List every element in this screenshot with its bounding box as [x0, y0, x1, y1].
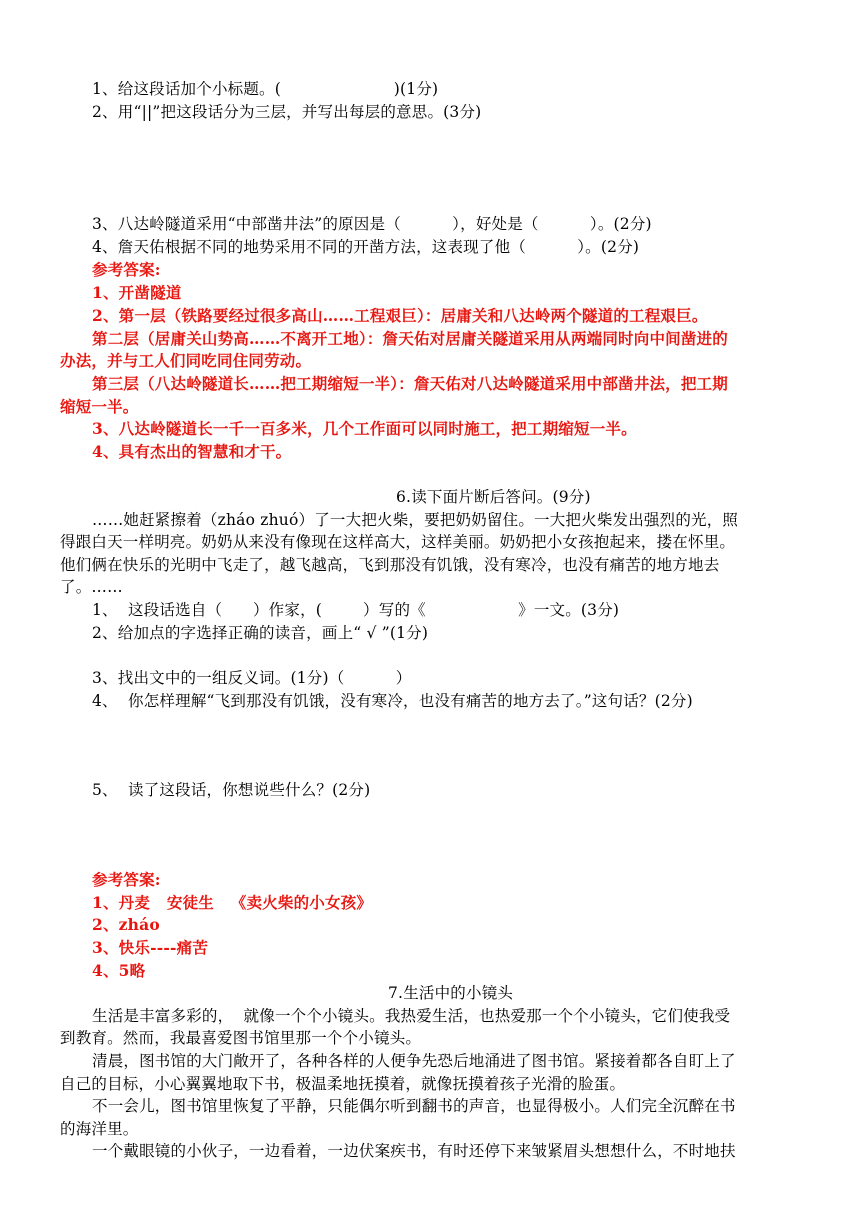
s7-para1-line2: 到教育。然而，我最喜爱图书馆里那一个个小镜头。 — [60, 1029, 422, 1047]
s5-answer-2b-line1: 第二层（居庸关山势高……不离开工地）：詹天佑对居庸关隧道采用从两端同时向中间凿进的 — [92, 329, 728, 348]
s7-para2-line2: 自己的目标，小心翼翼地取下书，极温柔地抚摸着，就像抚摸着孩子光滑的脸蛋。 — [60, 1075, 626, 1093]
s6-answer-heading: 参考答案: — [92, 870, 161, 889]
s7-title: 7.生活中的小镜头 — [388, 984, 514, 1002]
s6-question-1: 1、 这段话选自（ ）作家，( ）写的《 》一文。(3分) — [92, 601, 620, 619]
s5-question-1: 1、给这段话加个小标题。( )(1分) — [92, 80, 439, 98]
s7-para3-line1: 不一会儿，图书馆里恢复了平静，只能偶尔听到翻书的声音，也显得极小。人们完全沉醉在书 — [92, 1097, 736, 1115]
s5-answer-2: 2、第一层（铁路要经过很多高山……工程艰巨）：居庸关和八达岭两个隧道的工程艰巨。 — [92, 306, 708, 325]
s6-answer-2: 2、zháo — [92, 915, 160, 934]
s6-title: 6.读下面片断后答问。(9分) — [396, 488, 591, 506]
s7-para2-line1: 清晨，图书馆的大门敞开了，各种各样的人便争先恐后地涌进了图书馆。紧接着都各自盯上了 — [92, 1052, 736, 1070]
s5-answer-1: 1、开凿隧道 — [92, 283, 182, 302]
s6-passage-line2: 得跟白天一样明亮。奶奶从来没有像现在这样高大，这样美丽。奶奶把小女孩抱起来，搂在怀里。 — [60, 533, 736, 551]
s7-para3-line2: 的海洋里。 — [60, 1120, 139, 1138]
s6-question-5: 5、 读了这段话，你想说些什么？(2分) — [92, 781, 371, 799]
s5-answer-3: 3、八达岭隧道长一千一百多米，几个工作面可以同时施工，把工期缩短一半。 — [92, 419, 637, 438]
s7-para1-line1: 生活是丰富多彩的， 就像一个个小镜头。我热爱生活，也热爱那一个个小镜头，它们使我受 — [92, 1007, 731, 1025]
s6-question-4: 4、 你怎样理解“飞到那没有饥饿，没有寒冷，也没有痛苦的地方去了。”这句话？(2分) — [92, 692, 693, 710]
s7-para4-line1: 一个戴眼镜的小伙子，一边看着，一边伏案疾书，有时还停下来皱紧眉头想想什么，不时地扶 — [92, 1142, 736, 1160]
s6-question-3: 3、找出文中的一组反义词。(1分)（ ） — [92, 669, 412, 687]
s6-passage-line3: 他们俩在快乐的光明中飞走了，越飞越高，飞到那没有饥饿，没有寒冷，也没有痛苦的地方地去 — [60, 556, 720, 574]
s5-question-4: 4、詹天佑根据不同的地势采用不同的开凿方法，这表现了他（ ）。(2分) — [92, 238, 640, 256]
s6-question-2: 2、给加点的字选择正确的读音，画上“ √ ”(1分) — [92, 624, 429, 642]
s5-answer-4: 4、具有杰出的智慧和才干。 — [92, 442, 292, 461]
s5-answer-heading: 参考答案: — [92, 260, 161, 279]
s6-answer-4: 4、5略 — [92, 961, 146, 980]
s5-answer-2c-line1: 第三层（八达岭隧道长……把工期缩短一半）：詹天佑对八达岭隧道采用中部凿井法，把工期 — [92, 374, 728, 393]
s5-answer-2b-line2: 办法，并与工人们同吃同住同劳动。 — [60, 351, 312, 370]
s6-passage-line4: 了。…… — [60, 578, 123, 596]
s6-answer-1: 1、丹麦 安徒生 《卖火柴的小女孩》 — [92, 893, 373, 912]
s6-answer-3: 3、快乐----痛苦 — [92, 938, 209, 957]
s5-question-2: 2、用“||”把这段话分为三层，并写出每层的意思。(3分) — [92, 103, 482, 121]
s5-question-3: 3、八达岭隧道采用“中部凿井法”的原因是（ ），好处是（ ）。(2分) — [92, 215, 652, 233]
s6-passage-line1: ……她赶紧擦着（zháo zhuó）了一大把火柴，要把奶奶留住。一大把火柴发出强烈的光，照 — [92, 511, 739, 529]
s5-answer-2c-line2: 缩短一半。 — [60, 397, 139, 416]
